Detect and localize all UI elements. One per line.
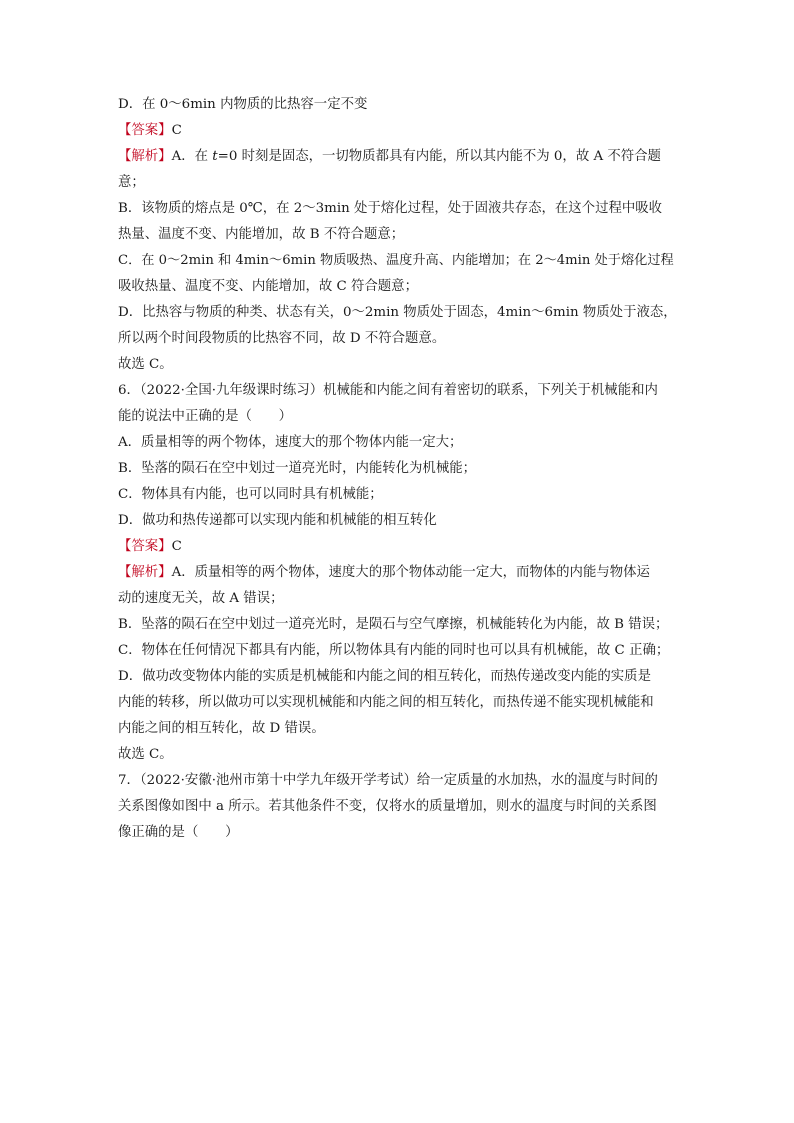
q6-analysis-line-1 xyxy=(118,560,678,586)
q7-stem-line-3: 像正确的是（ ） xyxy=(118,825,239,840)
q6-conclusion: 故选 C。 xyxy=(118,747,173,762)
q5-answer xyxy=(118,118,678,144)
q5-analysis-line-8: 所以两个时间段物质的比热容不同，故 D 不符合题意。 xyxy=(118,331,446,346)
q6-option-d: D．做功和热传递都可以实现内能和机械能的相互转化 xyxy=(118,513,437,528)
time-variable: t xyxy=(212,149,218,164)
analysis-tag: 【解析】 xyxy=(118,565,172,580)
q6-analysis-line-3: B．坠落的陨石在空中划过一道亮光时，是陨石与空气摩擦，机械能转化为内能，故 B 错误； xyxy=(118,617,669,632)
q6-option-b: B．坠落的陨石在空中划过一道亮光时，内能转化为机械能； xyxy=(118,461,476,476)
q5-analysis-line-2: 意； xyxy=(118,175,145,190)
analysis-text: A．在 xyxy=(171,149,213,164)
q5-analysis-line-6: 吸收热量、温度不变、内能增加，故 C 符合题意； xyxy=(118,279,418,294)
q7-stem-line-2: 关系图像如图中 a 所示。若其他条件不变，仅将水的质量增加，则水的温度与时间的关系图 xyxy=(118,799,657,814)
q6-option-c: C．物体具有内能，也可以同时具有机械能； xyxy=(118,487,383,502)
q6-stem-line-1: 6．（2022·全国·九年级课时练习）机械能和内能之间有着密切的联系，下列关于机械能和内 xyxy=(118,383,658,398)
document-page xyxy=(118,92,678,846)
q6-analysis-line-7: 内能之间的相互转化，故 D 错误。 xyxy=(118,721,325,736)
answer-value: C xyxy=(171,123,182,138)
q6-analysis-line-5: D．做功改变物体内能的实质是机械能和内能之间的相互转化，而热传递改变内能的实质是 xyxy=(118,669,651,684)
q6-analysis-line-2: 动的速度无关，故 A 错误； xyxy=(118,591,284,606)
analysis-text: =0 时刻是固态，一切物质都具有内能，所以其内能不为 0，故 A 不符合题 xyxy=(217,149,661,164)
q6-answer xyxy=(118,534,678,560)
analysis-text: A．质量相等的两个物体，速度大的那个物体动能一定大，而物体的内能与物体运 xyxy=(171,565,650,580)
q6-analysis-line-6: 内能的转移，所以做功可以实现机械能和内能之间的相互转化，而热传递不能实现机械能和 xyxy=(118,695,654,710)
q5-analysis-line-5: C．在 0～2min 和 4min～6min 物质吸热、温度升高、内能增加；在 2～4min 处于熔化过程 xyxy=(118,253,674,268)
q5-conclusion: 故选 C。 xyxy=(118,357,173,372)
q5-analysis-line-7: D．比热容与物质的种类、状态有关，0～2min 物质处于固态，4min～6min 物质处于液态， xyxy=(118,305,677,320)
q5-analysis-line-4: 热量、温度不变、内能增加，故 B 不符合题意； xyxy=(118,227,405,242)
q6-option-a: A．质量相等的两个物体，速度大的那个物体内能一定大； xyxy=(118,435,463,450)
answer-value: C xyxy=(171,539,182,554)
q6-stem-line-2: 能的说法中正确的是（ ） xyxy=(118,409,293,424)
q5-analysis-line-1 xyxy=(118,144,678,170)
q5-option-d: D．在 0～6min 内物质的比热容一定不变 xyxy=(118,97,368,112)
answer-tag: 【答案】 xyxy=(118,123,172,138)
q7-stem-line-1: 7．（2022·安徽·池州市第十中学九年级开学考试）给一定质量的水加热，水的温度与时间的 xyxy=(118,773,658,788)
q5-analysis-line-3: B．该物质的熔点是 0℃，在 2～3min 处于熔化过程，处于固液共存态，在这个过程中吸收 xyxy=(118,201,663,216)
analysis-tag: 【解析】 xyxy=(118,149,172,164)
answer-tag: 【答案】 xyxy=(118,539,172,554)
q6-analysis-line-4: C．物体在任何情况下都具有内能，所以物体具有内能的同时也可以具有机械能，故 C 正确； xyxy=(118,643,670,658)
